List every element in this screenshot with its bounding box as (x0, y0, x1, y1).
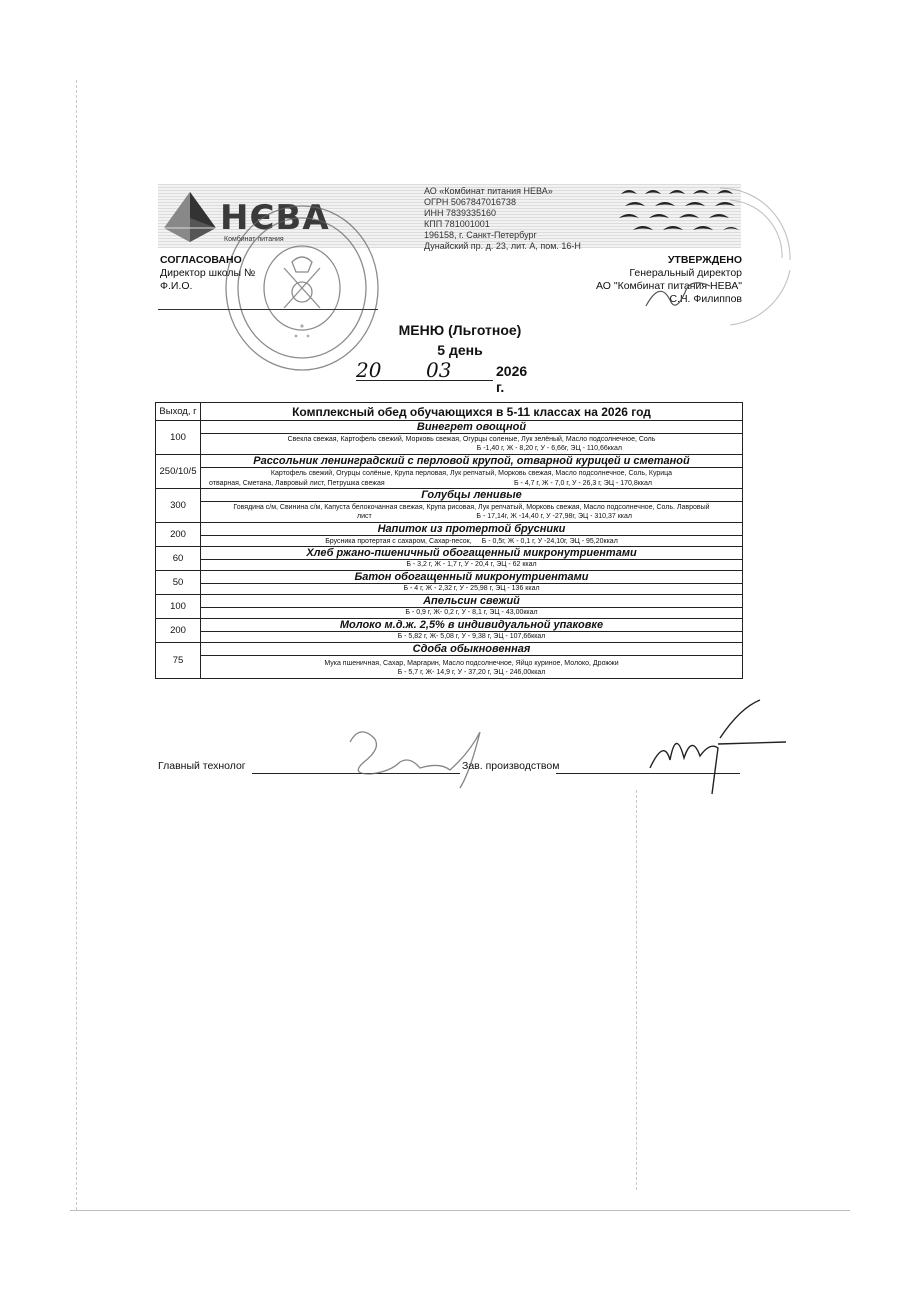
dish-details (201, 536, 742, 546)
table-row (156, 547, 743, 571)
dish-name: Хлеб ржано-пшеничный обогащенный микронутриентами (201, 547, 742, 560)
scan-artifact-line (636, 790, 637, 1190)
dish-ingredients: Свекла свежая, Картофель свежий, Морковь свежая, Огурцы соленые, Лук зелёный, Масло подсолнечное, Соль (287, 436, 656, 443)
yield-header: Выход, г (156, 403, 201, 421)
agreed-name: Ф.И.О. (160, 280, 193, 292)
yield-cell: 60 (156, 547, 201, 571)
agreed-director: Директор школы № (160, 267, 256, 279)
dish-name: Винегрет овощной (201, 421, 742, 434)
yield-cell: 75 (156, 643, 201, 679)
yield-cell: 300 (156, 489, 201, 523)
table-title: Комплексный обед обучающихся в 5-11 классах на 2026 год (201, 403, 743, 421)
dish-nutrition: Б - 3,2 г, Ж - 1,7 г, У - 20,4 г, ЭЦ - 62 ккал (406, 561, 537, 568)
table-row (156, 523, 743, 547)
dish-name: Апельсин свежий (201, 595, 742, 608)
table-row (156, 455, 743, 489)
yield-cell: 100 (156, 595, 201, 619)
dish-nutrition: Б - 0,5г, Ж - 0,1 г, У -24,10г, ЭЦ - 95,20ккал (481, 538, 618, 545)
dish-name: Батон обогащенный микронутриентами (201, 571, 742, 584)
technologist-signature-icon (330, 722, 500, 792)
dish-cell (201, 455, 743, 489)
yield-cell: 250/10/5 (156, 455, 201, 489)
dish-ingredients-continued (201, 512, 742, 522)
approved-company: АО "Комбинат питания НЕВА" (596, 280, 742, 292)
dish-name: Голубцы ленивые (201, 489, 742, 502)
approved-title: УТВЕРЖДЕНО (667, 254, 742, 266)
dish-cell (201, 643, 743, 679)
table-row (156, 595, 743, 619)
dish-name: Сдоба обыкновенная (201, 643, 742, 656)
dish-nutrition: Б -1,40 г, Ж - 8,20 г, У - 6,66г, ЭЦ - 110,66ккал (476, 445, 622, 452)
yield-cell: 200 (156, 523, 201, 547)
table-row (156, 619, 743, 643)
dish-name: Рассольник ленинградский с перловой крупой, отварной курицей и сметаной (201, 455, 742, 468)
logo-text: НЄВА (220, 198, 330, 238)
table-row (156, 571, 743, 595)
agreed-title: СОГЛАСОВАНО (160, 254, 242, 266)
dish-nutrition: Б - 17,14г, Ж -14,40 г, У -27,98г, ЭЦ - 310,37 ккал (476, 513, 632, 520)
dish-cell (201, 595, 743, 619)
divider (158, 309, 378, 310)
dish-ingredients: Говядина с/м, Свинина с/м, Капуста белокочанная свежая, Крупа рисовая, Лук репчатый, Морковь свежая, Масло подсолнечное, Соль. Лавровый (233, 504, 710, 511)
yield-cell: 100 (156, 421, 201, 455)
company-inn: ИНН 7839335160 (424, 208, 497, 218)
dish-cell (201, 619, 743, 643)
dish-cell (201, 489, 743, 523)
company-name: АО «Комбинат питания НЕВА» (424, 186, 553, 196)
production-signature-icon (640, 698, 790, 798)
dish-cell (201, 571, 743, 595)
table-row (156, 643, 743, 679)
scan-artifact-line (70, 1210, 850, 1211)
dish-name: Напиток из протертой брусники (201, 523, 742, 536)
dish-nutrition: Б - 4,7 г, Ж - 7,0 г, У - 26,3 г, ЭЦ - 170,8ккал (513, 480, 652, 487)
company-address: Дунайский пр. д. 23, лит. А, пом. 16-Н (424, 241, 581, 251)
company-info (424, 186, 581, 252)
approval-signature-icon (640, 270, 720, 320)
dish-cell (201, 523, 743, 547)
dish-ingredients: отварная, Сметана, Лавровый лист, Петрушка свежая (209, 480, 385, 487)
yield-cell: 50 (156, 571, 201, 595)
dish-cell (201, 547, 743, 571)
approved-name: С.Н. Филиппов (669, 293, 742, 305)
dish-nutrition: Б - 0,9 г, Ж- 0,2 г, У - 8,1 г, ЭЦ - 43,00ккал (405, 609, 538, 616)
table-row (156, 421, 743, 455)
menu-title: МЕНЮ (Льготное) (398, 322, 522, 338)
scan-artifact-line (76, 80, 77, 1210)
dish-cell (201, 421, 743, 455)
dish-nutrition: Б - 5,7 г, Ж- 14,9 г, У - 37,20 г, ЭЦ - 246,00ккал (397, 669, 546, 676)
agreed-block (160, 254, 255, 293)
dish-ingredients-continued (201, 478, 742, 488)
date-underline (356, 380, 493, 381)
dish-ingredients: Картофель свежий, Огурцы солёные, Крупа перловая, Лук репчатый, Морковь свежая, Масло подсолнечное, Соль, Курица (270, 470, 673, 477)
menu-table (155, 402, 743, 679)
date-year: 2026 г. (496, 363, 528, 395)
table-header-row (156, 403, 743, 421)
technologist-label: Главный технолог (158, 760, 246, 772)
yield-cell: 200 (156, 619, 201, 643)
approved-position: Генеральный директор (629, 267, 742, 279)
table-row (156, 489, 743, 523)
dish-ingredients: Брусника протертая с сахаром, Сахар-песок, (325, 538, 472, 545)
dish-ingredients: лист (357, 513, 372, 520)
logo-subtitle: Комбинат питания (224, 236, 284, 243)
date-day: 20 (356, 358, 382, 382)
company-city: 196158, г. Санкт-Петербург (424, 230, 537, 240)
dish-nutrition: Б - 4 г, Ж - 2,32 г, У - 25,98 г, ЭЦ - 136 ккал (403, 585, 540, 592)
menu-day: 5 день (437, 342, 483, 358)
company-ogrn: ОГРН 5067847016738 (424, 197, 516, 207)
date-month: 03 (426, 358, 452, 382)
dish-nutrition: Б - 5,82 г, Ж- 5,08 г, У - 9,38 г, ЭЦ - 107,66ккал (397, 633, 546, 640)
dish-name: Молоко м.д.ж. 2,5% в индивидуальной упаковке (201, 619, 742, 632)
company-kpp: КПП 781001001 (424, 219, 490, 229)
dish-ingredients: Мука пшеничная, Сахар, Маргарин, Масло подсолнечное, Яйцо куриное, Молоко, Дрожжи (324, 660, 619, 667)
production-label: Зав. производством (462, 760, 560, 772)
